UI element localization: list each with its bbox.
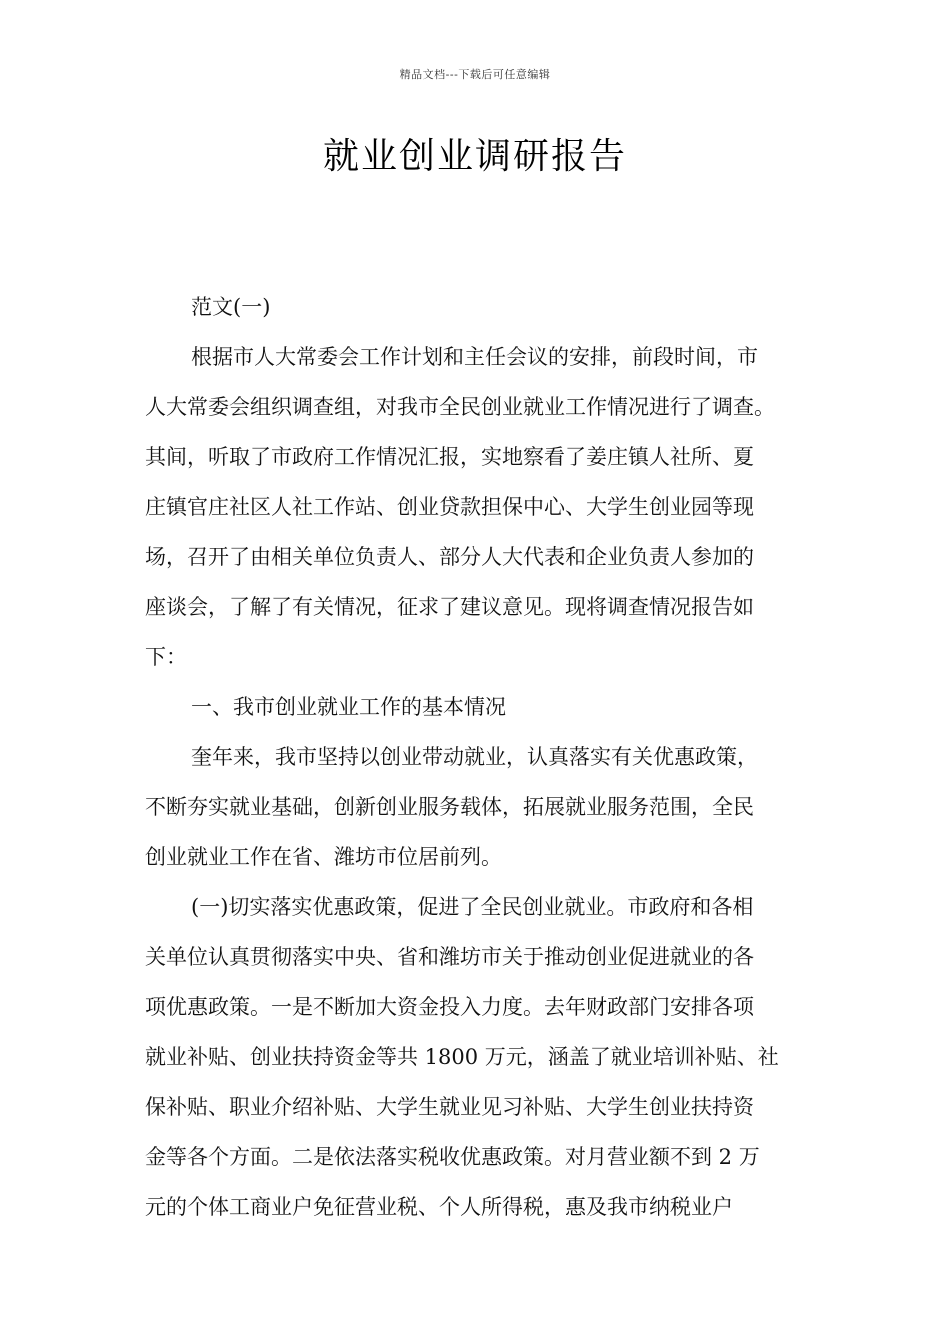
text-line: 创业就业工作在省、潍坊市位居前列。	[145, 845, 502, 869]
text-line: 范文(一)	[191, 295, 271, 319]
text-line: 项优惠政策。一是不断加大资金投入力度。去年财政部门安排各项	[145, 995, 754, 1019]
text-line: 元的个体工商业户免征营业税、个人所得税，惠及我市纳税业户	[145, 1195, 733, 1219]
text-line: 保补贴、职业介绍补贴、大学生就业见习补贴、大学生创业扶持资	[145, 1095, 754, 1119]
text-line: (一)切实落实优惠政策，促进了全民创业就业。市政府和各相	[191, 895, 754, 919]
text-line: 场，召开了由相关单位负责人、部分人大代表和企业负责人参加的	[145, 545, 754, 569]
text-line: 其间，听取了市政府工作情况汇报，实地察看了姜庄镇人社所、夏	[145, 445, 754, 469]
document-title: 就业创业调研报告	[322, 136, 627, 177]
text-line: 根据市人大常委会工作计划和主任会议的安排，前段时间，市	[191, 345, 758, 369]
text-line: 庄镇官庄社区人社工作站、创业贷款担保中心、大学生创业园等现	[145, 495, 754, 519]
text-line: 关单位认真贯彻落实中央、省和潍坊市关于推动创业促进就业的各	[145, 945, 754, 969]
section-heading: 一、我市创业就业工作的基本情况	[191, 695, 506, 719]
header-note: 精品文档---下载后可任意编辑	[399, 68, 551, 81]
text-line: 奎年来，我市坚持以创业带动就业，认真落实有关优惠政策，	[191, 745, 758, 769]
document-body	[145, 282, 835, 1232]
text-line: 就业补贴、创业扶持资金等共 1800 万元，涵盖了就业培训补贴、社	[145, 1045, 779, 1069]
text-line: 座谈会，了解了有关情况，征求了建议意见。现将调查情况报告如	[145, 595, 754, 619]
text-line: 不断夯实就业基础，创新创业服务载体，拓展就业服务范围，全民	[145, 795, 754, 819]
text-line: 下：	[145, 645, 187, 669]
text-line: 人大常委会组织调查组，对我市全民创业就业工作情况进行了调查。	[145, 395, 775, 419]
text-line: 金等各个方面。二是依法落实税收优惠政策。对月营业额不到 2 万	[145, 1145, 760, 1169]
